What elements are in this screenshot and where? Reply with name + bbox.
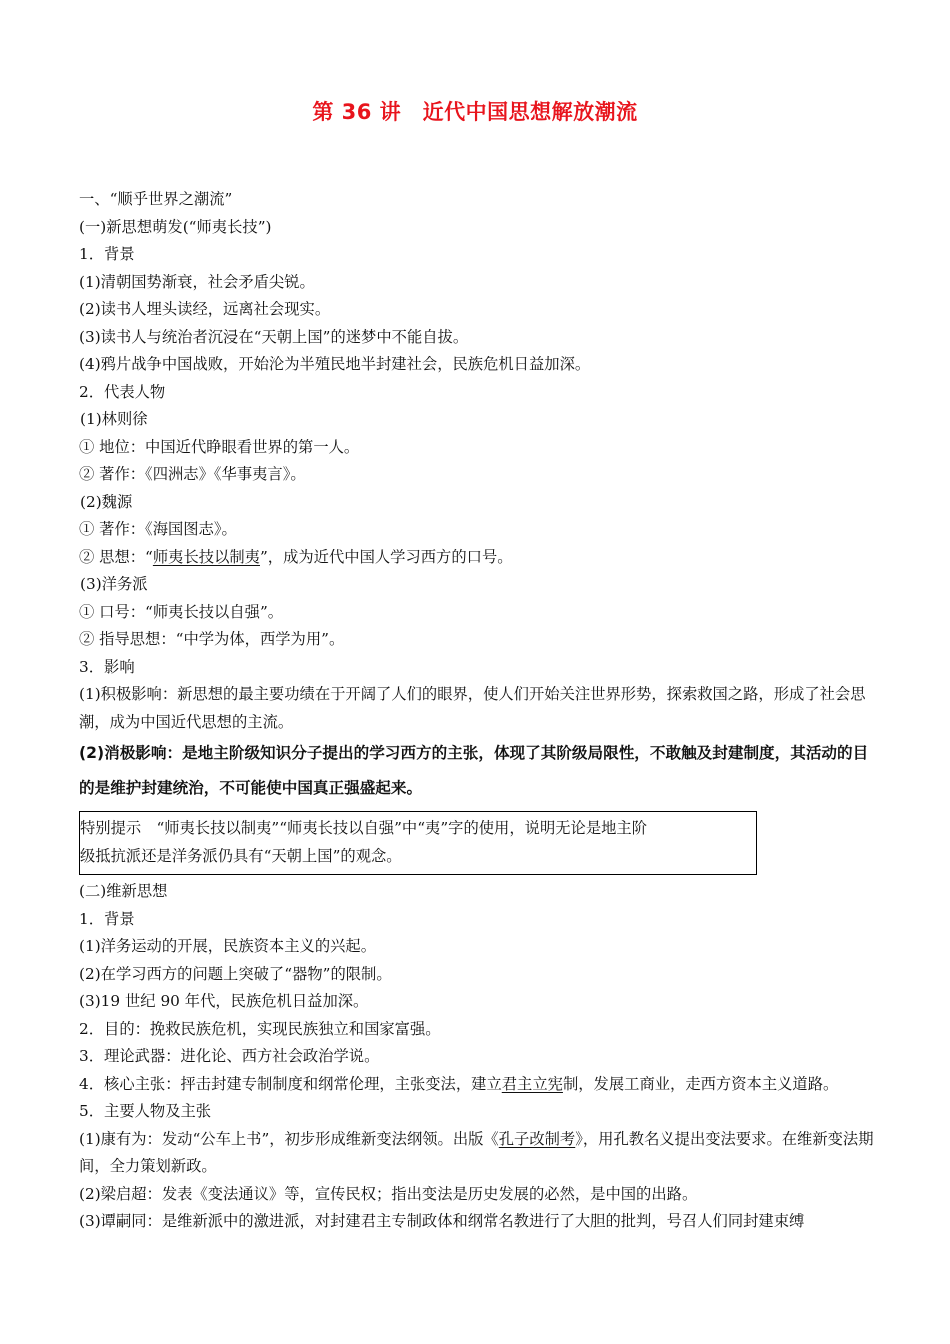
list-item: ① 口号：“师夷长技以自强”。	[79, 602, 284, 621]
list-item: (3)读书人与统治者沉浸在“天朝上国”的迷梦中不能自拔。	[79, 327, 469, 346]
list-item: (3)洋务派	[80, 575, 148, 593]
list-item: 2．目的：挽救民族危机，实现民族独立和国家富强。	[79, 1019, 441, 1038]
list-item: 2．代表人物	[79, 382, 166, 401]
note-box	[79, 811, 757, 875]
document-body	[79, 186, 875, 1236]
note-line: 级抵抗派还是洋务派仍具有“天朝上国”的观念。	[80, 847, 402, 865]
paragraph	[79, 1071, 875, 1099]
list-item: (3)谭嗣同：是维新派中的激进派，对封建君主专制政体和纲常名教进行了大胆的批判，号召人们同封建束缚	[79, 1212, 805, 1230]
list-item: (2)在学习西方的问题上突破了“器物”的限制。	[79, 964, 392, 983]
list-item	[79, 544, 875, 572]
list-item: 3．影响	[79, 657, 135, 676]
list-item: 5．主要人物及主张	[79, 1102, 212, 1120]
list-item: 1．背景	[79, 909, 135, 928]
list-item: ① 地位：中国近代睁眼看世界的第一人。	[79, 437, 360, 456]
section-heading: 一、“顺乎世界之潮流”	[79, 190, 233, 208]
list-item: ② 著作：《四洲志》《华事夷言》。	[79, 465, 306, 483]
text-span: 制，发展工商业，走西方资本主义道路。	[562, 1074, 839, 1093]
list-item: (1)清朝国势渐衰，社会矛盾尖锐。	[79, 272, 315, 291]
text-span: ”，成为近代中国人学习西方的口号。	[259, 547, 513, 566]
subsection-heading: (一)新思想萌发(“师夷长技”)	[79, 217, 272, 236]
list-item: 1．背景	[79, 245, 135, 263]
text-span: 4．核心主张：抨击封建专制制度和纲常伦理，主张变法，建立	[79, 1074, 502, 1093]
paragraph	[79, 1126, 875, 1181]
list-item: (2)魏源	[80, 492, 133, 511]
list-item: (2)梁启超：发表《变法通议》等，宣传民权；指出变法是历史发展的必然，是中国的出路。	[79, 1184, 698, 1203]
subsection-heading: (二)维新思想	[79, 882, 168, 900]
note-line: 特别提示 “师夷长技以制夷”“师夷长技以自强”中“夷”字的使用，说明无论是地主阶	[80, 819, 648, 837]
list-item: (1)林则徐	[80, 410, 148, 428]
page-title: 第 36 讲 近代中国思想解放潮流	[312, 100, 638, 124]
list-item: ① 著作：《海国图志》。	[79, 520, 237, 538]
list-item: 3．理论武器：进化论、西方社会政治学说。	[79, 1047, 380, 1065]
paragraph: (1)积极影响：新思想的最主要功绩在于开阔了人们的眼界，使人们开始关注世界形势，探索救国之路，形成了社会思潮，成为中国近代思想的主流。	[79, 685, 866, 731]
text-span: ② 思想：“	[79, 547, 153, 566]
list-item: (4)鸦片战争中国战败，开始沦为半殖民地半封建社会，民族危机日益加深。	[79, 355, 591, 373]
underlined-text: 孔子改制考	[498, 1129, 576, 1148]
underlined-text: 师夷长技以制夷	[152, 547, 260, 566]
list-item: ② 指导思想：“中学为体，西学为用”。	[79, 630, 345, 648]
text-span: 》，用孔教名义提出变法要求。在维新变法期间，全力策划新政。	[79, 1129, 874, 1175]
list-item: (3)19 世纪 90 年代，民族危机日益加深。	[79, 992, 369, 1010]
paragraph-bold: (2)消极影响：是地主阶级知识分子提出的学习西方的主张，体现了其阶级局限性，不敢触及封建制度，其活动的目的是维护封建统治，不可能使中国真正强盛起来。	[79, 744, 869, 797]
list-item: (2)读书人埋头读经，远离社会现实。	[79, 300, 331, 318]
underlined-text: 君主立宪	[501, 1074, 563, 1093]
list-item: (1)洋务运动的开展，民族资本主义的兴起。	[79, 937, 377, 955]
text-span: (1)康有为：发动“公车上书”，初步形成维新变法纲领。出版《	[79, 1129, 499, 1148]
